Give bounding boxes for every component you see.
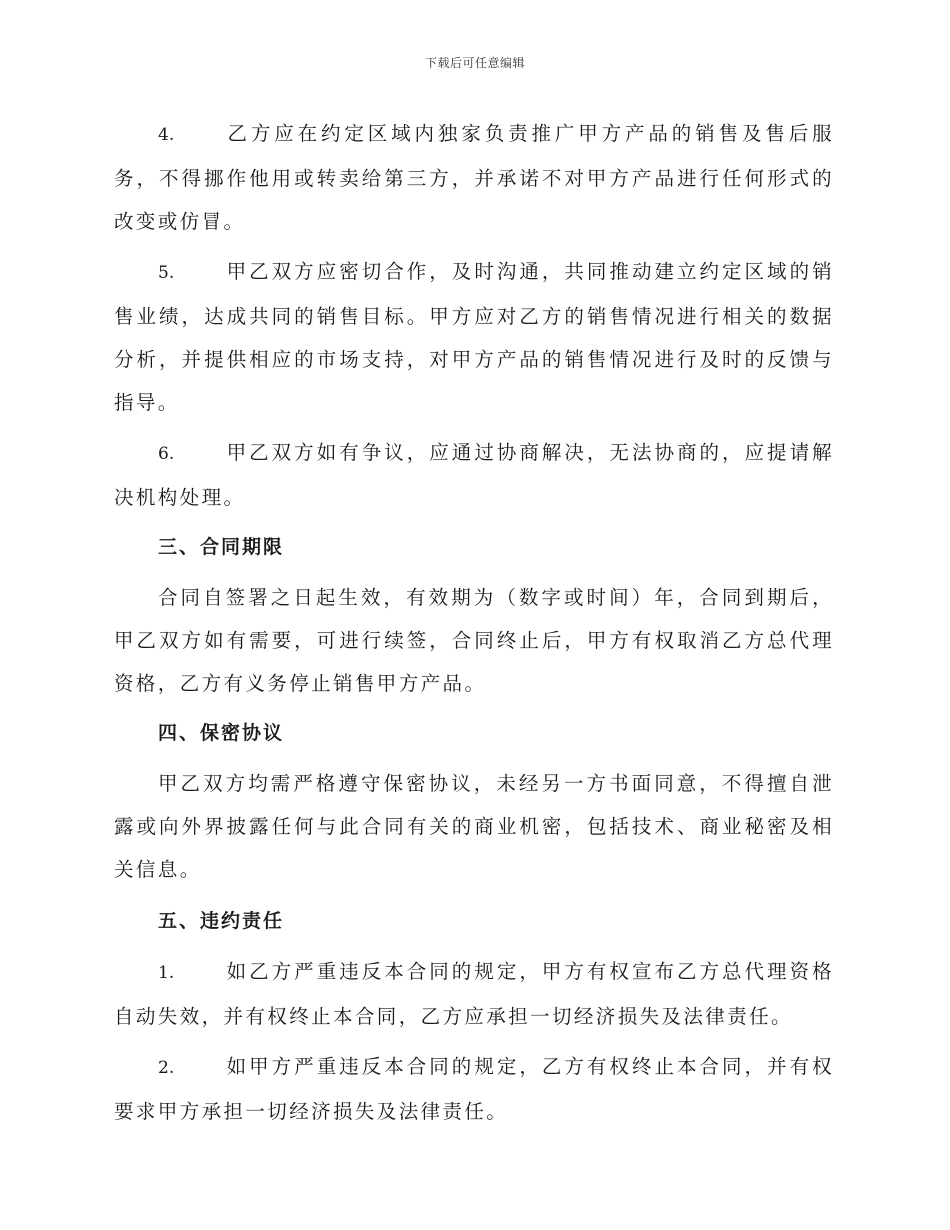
liability-item-2 bbox=[114, 1045, 834, 1133]
liability-item-1 bbox=[114, 950, 834, 1038]
clause-item-5 bbox=[114, 250, 834, 424]
document-body bbox=[114, 112, 834, 1140]
clause-number: 2. bbox=[158, 1058, 175, 1078]
clause-number: 4. bbox=[158, 125, 175, 145]
clause-text: 如乙方严重违反本合同的规定，甲方有权宣布乙方总代理资格自动失效，并有权终止本合同，乙方应承担一切经济损失及法律责任。 bbox=[114, 960, 834, 1028]
clause-item-6 bbox=[114, 431, 834, 519]
section-term-text: 合同自签署之日起生效，有效期为（数字或时间）年，合同到期后，甲乙双方如有需要，可进行续签，合同终止后，甲方有权取消乙方总代理资格，乙方有义务停止销售甲方产品。 bbox=[114, 586, 834, 695]
section-heading-term: 三、合同期限 bbox=[158, 536, 285, 558]
clause-text: 甲乙双方如有争议，应通过协商解决，无法协商的，应提请解决机构处理。 bbox=[114, 441, 834, 509]
section-heading-confidentiality: 四、保密协议 bbox=[158, 722, 285, 744]
page-header: 下载后可任意编辑 bbox=[424, 56, 525, 70]
clause-text: 甲乙双方应密切合作，及时沟通，共同推动建立约定区域的销售业绩，达成共同的销售目标。甲方应对乙方的销售情况进行相关的数据分析，并提供相应的市场支持，对甲方产品的销售情况进行及时的反馈与指导。 bbox=[114, 260, 834, 414]
clause-text: 乙方应在约定区域内独家负责推广甲方产品的销售及售后服务，不得挪作他用或转卖给第三方，并承诺不对甲方产品进行任何形式的改变或仿冒。 bbox=[114, 122, 834, 233]
clause-number: 6. bbox=[158, 444, 175, 464]
clause-number: 1. bbox=[158, 963, 175, 983]
section-confidentiality-text: 甲乙双方均需严格遵守保密协议，未经另一方书面同意，不得擅自泄露或向外界披露任何与此合同有关的商业机密，包括技术、商业秘密及相关信息。 bbox=[114, 772, 834, 881]
clause-number: 5. bbox=[158, 263, 175, 283]
section-heading-liability: 五、违约责任 bbox=[158, 910, 285, 932]
clause-text: 如甲方严重违反本合同的规定，乙方有权终止本合同，并有权要求甲方承担一切经济损失及法律责任。 bbox=[114, 1055, 834, 1123]
clause-item-4 bbox=[114, 112, 834, 243]
